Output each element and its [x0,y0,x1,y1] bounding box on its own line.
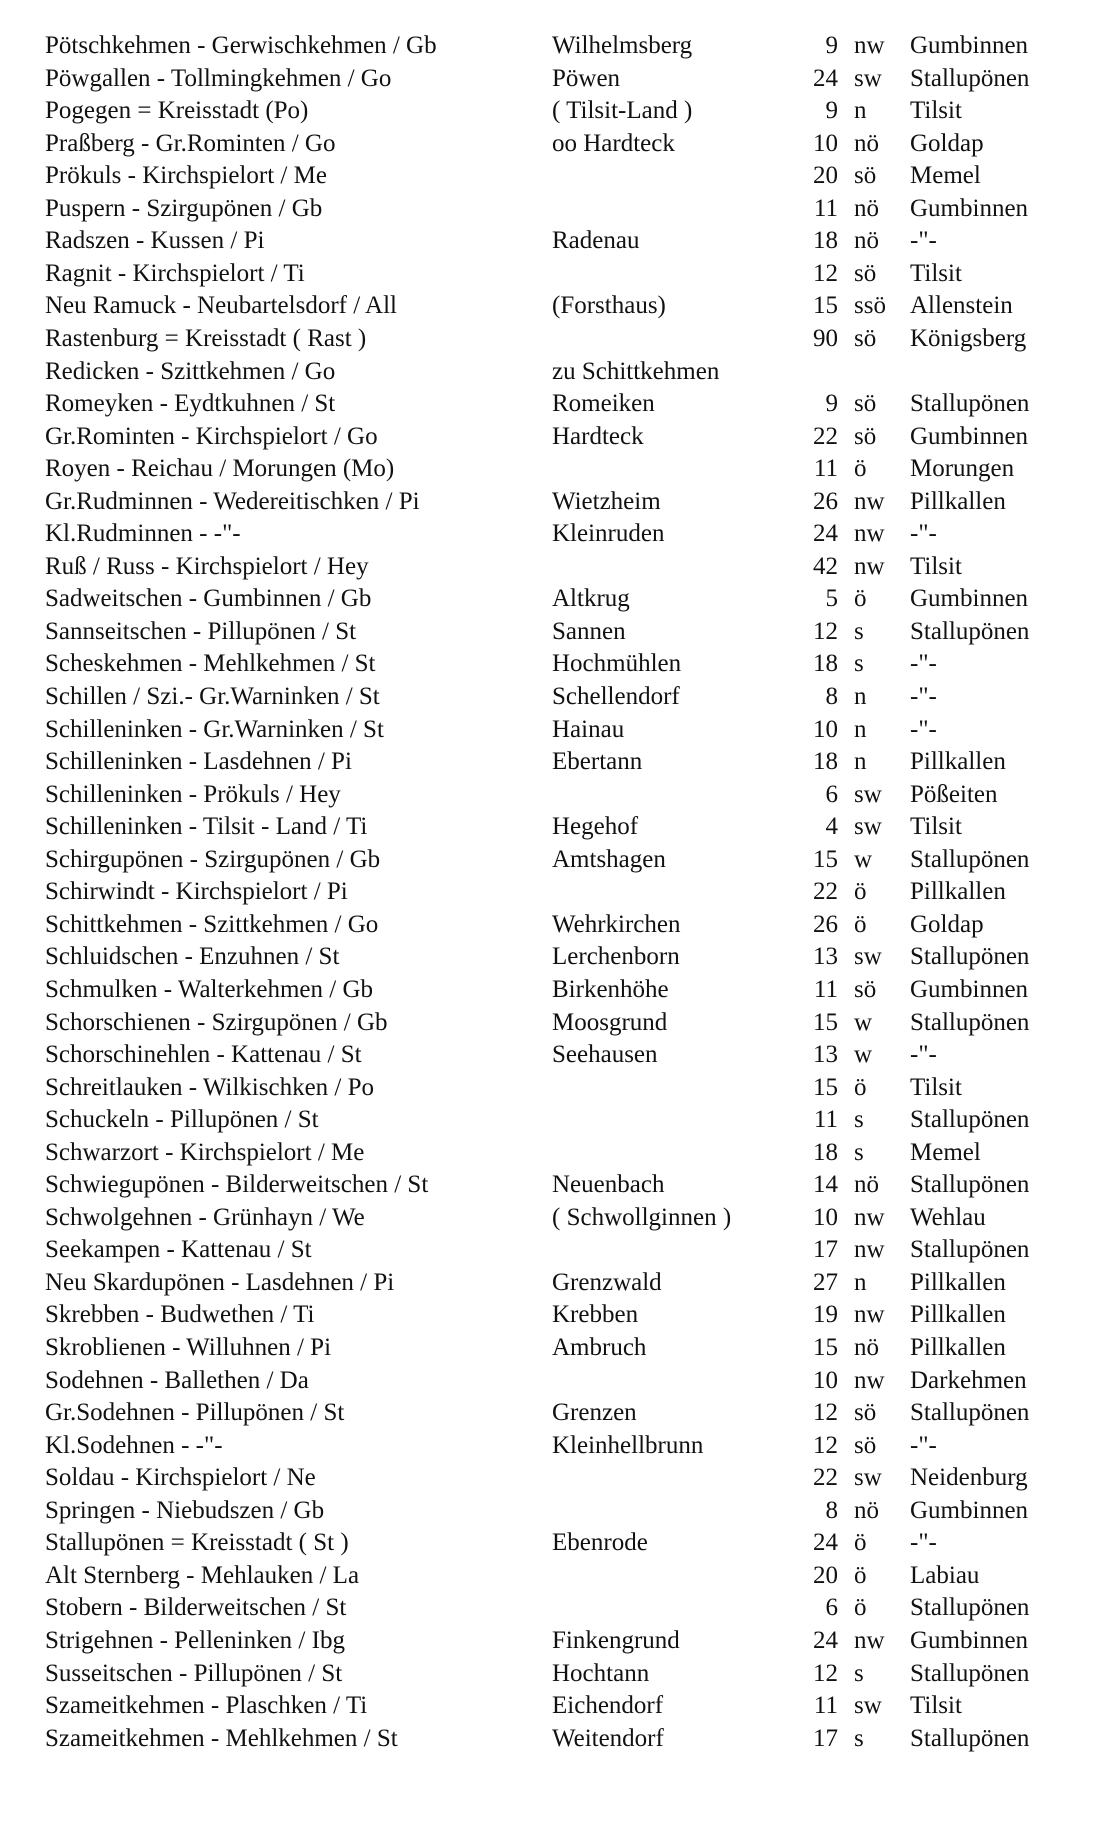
direction: n [854,683,867,710]
place-name: Gr.Sodehnen - Pillupönen / St [45,1399,345,1427]
direction: nö [854,1496,879,1524]
german-name: Hochtann [552,1659,650,1687]
distance-km: 24 [813,64,838,92]
direction: w [854,1008,873,1036]
reference-town: Stallupönen [910,617,1030,645]
german-name: Finkengrund [552,1626,680,1654]
german-name: Birkenhöhe [552,975,669,1003]
table-row [0,1723,1111,1755]
direction: nw [854,1236,885,1264]
reference-town: Pillkallen [910,1268,1006,1296]
place-name: Rastenburg = Kreisstadt ( Rast ) [45,324,367,352]
distance-km: 4 [825,813,838,841]
place-name: Schmulken - Walterkehmen / Gb [45,975,374,1003]
german-name: Grenzwald [552,1268,662,1296]
distance-km: 5 [825,585,838,613]
place-name: Stobern - Bilderweitschen / St [45,1594,347,1622]
direction: sö [854,975,877,1003]
distance-km: 11 [813,1692,838,1719]
table-row [0,486,1111,518]
table-row [0,453,1111,485]
reference-town: -"- [910,683,937,710]
reference-town: Stallupönen [910,1399,1030,1427]
table-row [0,1234,1111,1266]
place-name: Springen - Niebudszen / Gb [45,1496,325,1524]
direction: ö [854,1594,867,1622]
german-name: Eichendorf [552,1692,664,1719]
german-name: Seehausen [552,1041,658,1068]
place-name: Schwiegupönen - Bilderweitschen / St [45,1171,429,1199]
place-name: Gr.Rudminnen - Wedereitischken / Pi [45,487,420,515]
table-row [0,779,1111,811]
direction: ö [854,910,867,938]
distance-km: 24 [813,1529,838,1557]
distance-km: 6 [825,1594,838,1622]
reference-town: Tilsit [910,1692,962,1719]
place-name: Pogegen = Kreisstadt (Po) [45,97,309,125]
table-row [0,941,1111,973]
table-row [0,95,1111,127]
table-row [0,1072,1111,1104]
direction: nö [854,129,879,157]
distance-km: 18 [813,227,838,255]
direction: nw [854,487,885,515]
place-name: Ruß / Russ - Kirchspielort / Hey [45,552,369,580]
reference-town: -"- [910,227,937,255]
place-name: Neu Ramuck - Neubartelsdorf / All [45,292,397,320]
place-name: Schwarzort - Kirchspielort / Me [45,1138,365,1166]
distance-km: 10 [813,1366,838,1394]
place-name: Schilleninken - Gr.Warninken / St [45,715,384,743]
table-row [0,225,1111,257]
distance-km: 22 [813,422,838,450]
distance-km: 13 [813,943,838,971]
direction: sö [854,390,877,417]
table-row [0,616,1111,648]
place-name: Schreitlauken - Wilkischken / Po [45,1073,375,1101]
distance-km: 27 [813,1268,838,1296]
table-row [0,323,1111,355]
german-name: oo Hardteck [552,129,675,157]
table-row [0,518,1111,550]
reference-town: Gumbinnen [910,1496,1029,1524]
direction: s [854,617,864,645]
reference-town: Stallupönen [910,845,1030,873]
place-name: Strigehnen - Pelleninken / Ibg [45,1626,345,1654]
table-row [0,1267,1111,1299]
table-row [0,160,1111,192]
german-name: Sannen [552,617,626,645]
place-name: Alt Sternberg - Mehlauken / La [45,1561,360,1589]
direction: ssö [854,292,886,320]
distance-km: 11 [813,194,838,222]
distance-km: 24 [813,1626,838,1654]
direction: ö [854,1073,867,1101]
distance-km: 15 [813,1334,838,1361]
place-name: Schilleninken - Tilsit - Land / Ti [45,813,368,841]
reference-town: Stallupönen [910,390,1030,417]
distance-km: 9 [825,97,838,125]
reference-town: Gumbinnen [910,194,1029,222]
distance-km: 10 [813,715,838,743]
place-name: Schilleninken - Lasdehnen / Pi [45,748,352,776]
place-name: Sadweitschen - Gumbinnen / Gb [45,585,372,613]
distance-km: 11 [813,1106,838,1134]
distance-km: 12 [813,1431,838,1459]
german-name: Kleinruden [552,520,665,548]
reference-town: -"- [910,1431,937,1459]
german-name: Hochmühlen [552,650,682,678]
direction: sw [854,780,882,808]
table-row [0,551,1111,583]
table-row [0,258,1111,290]
distance-km: 11 [813,975,838,1003]
place-name: Sannseitschen - Pillupönen / St [45,617,357,645]
table-row [0,1007,1111,1039]
reference-town: Stallupönen [910,1594,1030,1622]
reference-town: Labiau [910,1561,980,1589]
german-name: Wilhelmsberg [552,32,693,59]
reference-town: Goldap [910,129,984,157]
table-row [0,974,1111,1006]
reference-town: Gumbinnen [910,975,1029,1003]
distance-km: 11 [813,455,838,483]
place-name: Schwolgehnen - Grünhayn / We [45,1203,365,1231]
direction: ö [854,878,867,906]
reference-town: Stallupönen [910,64,1030,92]
place-name: Praßberg - Gr.Rominten / Go [45,129,336,157]
reference-town: Tilsit [910,552,962,580]
table-row [0,1397,1111,1429]
place-name: Skrebben - Budwethen / Ti [45,1301,315,1329]
table-row [0,681,1111,713]
distance-km: 12 [813,1659,838,1687]
place-name: Gr.Rominten - Kirchspielort / Go [45,422,378,450]
place-name: Stallupönen = Kreisstadt ( St ) [45,1529,349,1557]
direction: w [854,1041,873,1068]
reference-town: -"- [910,1041,937,1068]
german-name: Romeiken [552,390,655,417]
place-name: Kl.Sodehnen - -"- [45,1431,223,1459]
place-name: Neu Skardupönen - Lasdehnen / Pi [45,1268,395,1296]
place-name: Radszen - Kussen / Pi [45,227,265,255]
direction: s [854,1659,864,1687]
direction: sö [854,1399,877,1427]
direction: nw [854,1366,885,1394]
german-name: Moosgrund [552,1008,668,1036]
table-row [0,30,1111,62]
distance-km: 13 [813,1041,838,1068]
distance-km: 9 [825,32,838,59]
direction: ö [854,1529,867,1557]
distance-km: 12 [813,617,838,645]
table-row [0,128,1111,160]
distance-km: 15 [813,1073,838,1101]
german-name: zu Schittkehmen [552,357,720,385]
german-name: Radenau [552,227,640,255]
distance-km: 14 [813,1171,838,1199]
table-row [0,909,1111,941]
direction: nw [854,32,885,59]
direction: w [854,845,873,873]
reference-town: Stallupönen [910,943,1030,971]
distance-km: 22 [813,878,838,906]
distance-km: 15 [813,1008,838,1036]
place-name: Kl.Rudminnen - -"- [45,520,241,548]
place-name: Schluidschen - Enzuhnen / St [45,943,340,971]
table-row [0,193,1111,225]
reference-town: Pillkallen [910,1301,1006,1329]
direction: nö [854,1171,879,1199]
distance-km: 20 [813,162,838,190]
table-row [0,1039,1111,1071]
reference-town: Stallupönen [910,1106,1030,1134]
place-name: Schirwindt - Kirchspielort / Pi [45,878,348,906]
distance-km: 26 [813,910,838,938]
german-name: ( Schwollginnen ) [552,1203,732,1231]
direction: nw [854,552,885,580]
place-name: Prökuls - Kirchspielort / Me [45,162,327,190]
place-name: Schuckeln - Pillupönen / St [45,1106,319,1134]
reference-town: Gumbinnen [910,422,1029,450]
german-name: Neuenbach [552,1171,665,1199]
reference-town: Stallupönen [910,1008,1030,1036]
table-row [0,1625,1111,1657]
reference-town: Stallupönen [910,1659,1030,1687]
direction: sö [854,1431,877,1459]
reference-town: Tilsit [910,259,962,287]
direction: nö [854,1334,879,1361]
table-row [0,1202,1111,1234]
direction: sö [854,162,877,190]
german-name: Ambruch [552,1334,647,1361]
direction: sw [854,64,882,92]
place-name: Puspern - Szirgupönen / Gb [45,194,323,222]
place-name: Royen - Reichau / Morungen (Mo) [45,455,395,483]
direction: s [854,1138,864,1166]
table-row [0,1592,1111,1624]
direction: ö [854,1561,867,1589]
distance-km: 26 [813,487,838,515]
distance-km: 22 [813,1464,838,1492]
reference-town: Königsberg [910,324,1027,352]
place-name: Scheskehmen - Mehlkehmen / St [45,650,376,678]
german-name: ( Tilsit-Land ) [552,97,693,125]
table-row [0,1169,1111,1201]
place-name: Pötschkehmen - Gerwischkehmen / Gb [45,32,437,59]
direction: nö [854,194,879,222]
german-name: Lerchenborn [552,943,680,971]
reference-town: Pillkallen [910,1334,1006,1361]
distance-km: 10 [813,1203,838,1231]
reference-town: Pillkallen [910,748,1006,776]
reference-town: Stallupönen [910,1724,1030,1752]
german-name: Ebertann [552,748,643,776]
table-row [0,714,1111,746]
distance-km: 6 [825,780,838,808]
distance-km: 12 [813,1399,838,1427]
table-row [0,1527,1111,1559]
reference-town: Memel [910,1138,981,1166]
direction: sw [854,943,882,971]
german-name: Pöwen [552,64,621,92]
reference-town: Gumbinnen [910,585,1029,613]
german-name: (Forsthaus) [552,292,666,320]
table-row [0,1462,1111,1494]
reference-town: Tilsit [910,813,962,841]
direction: s [854,1724,864,1752]
place-name: Romeyken - Eydtkuhnen / St [45,390,336,417]
place-name: Seekampen - Kattenau / St [45,1236,312,1264]
place-name: Schorschinehlen - Kattenau / St [45,1041,362,1068]
table-row [0,1332,1111,1364]
table-row [0,1137,1111,1169]
reference-town: -"- [910,715,937,743]
distance-km: 17 [813,1236,838,1264]
place-name: Susseitschen - Pillupönen / St [45,1659,343,1687]
reference-town: Goldap [910,910,984,938]
distance-km: 18 [813,1138,838,1166]
place-name: Szameitkehmen - Mehlkehmen / St [45,1724,398,1752]
distance-km: 15 [813,292,838,320]
table-row [0,648,1111,680]
distance-km: 90 [813,324,838,352]
distance-km: 12 [813,259,838,287]
table-row [0,1690,1111,1722]
german-name: Grenzen [552,1399,637,1427]
reference-town: Stallupönen [910,1171,1030,1199]
german-name: Kleinhellbrunn [552,1431,704,1459]
table-row [0,290,1111,322]
distance-km: 17 [813,1724,838,1752]
distance-km: 24 [813,520,838,548]
place-name: Ragnit - Kirchspielort / Ti [45,259,305,287]
direction: n [854,748,867,776]
german-name: Weitendorf [552,1724,664,1752]
direction: nw [854,520,885,548]
reference-town: Memel [910,162,981,190]
place-name: Soldau - Kirchspielort / Ne [45,1464,316,1492]
reference-town: -"- [910,520,937,548]
distance-km: 18 [813,650,838,678]
distance-km: 42 [813,552,838,580]
place-name: Schirgupönen - Szirgupönen / Gb [45,845,381,873]
german-name: Amtshagen [552,845,666,873]
table-row [0,746,1111,778]
direction: nw [854,1301,885,1329]
table-row [0,876,1111,908]
direction: sw [854,1692,882,1719]
direction: s [854,650,864,678]
table-row [0,1104,1111,1136]
direction: nw [854,1626,885,1654]
german-name: Hegehof [552,813,639,841]
reference-town: -"- [910,650,937,678]
distance-km: 9 [825,390,838,417]
distance-km: 10 [813,129,838,157]
direction: s [854,1106,864,1134]
direction: ö [854,455,867,483]
place-name: Schittkehmen - Szittkehmen / Go [45,910,379,938]
reference-town: Allenstein [910,292,1013,320]
direction: n [854,715,867,743]
german-name: Wietzheim [552,487,661,515]
place-name: Schilleninken - Prökuls / Hey [45,780,341,808]
place-name: Schillen / Szi.- Gr.Warninken / St [45,683,380,710]
table-row [0,1560,1111,1592]
reference-town: Stallupönen [910,1236,1030,1264]
table-row [0,1299,1111,1331]
direction: sw [854,813,882,841]
distance-km: 8 [825,683,838,710]
place-name: Szameitkehmen - Plaschken / Ti [45,1692,368,1719]
reference-town: Wehlau [910,1203,986,1231]
distance-km: 20 [813,1561,838,1589]
table-row [0,1658,1111,1690]
reference-town: Pillkallen [910,878,1006,906]
table-row [0,811,1111,843]
reference-town: Gumbinnen [910,1626,1029,1654]
german-name: Hardteck [552,422,644,450]
reference-town: Gumbinnen [910,32,1029,59]
reference-town: Darkehmen [910,1366,1027,1394]
table-row [0,421,1111,453]
reference-town: Tilsit [910,97,962,125]
table-row [0,1365,1111,1397]
german-name: Hainau [552,715,625,743]
table-row [0,1495,1111,1527]
german-name: Schellendorf [552,683,680,710]
table-row [0,356,1111,388]
reference-town: Neidenburg [910,1464,1028,1492]
table-row [0,583,1111,615]
distance-km: 19 [813,1301,838,1329]
direction: n [854,1268,867,1296]
direction: nw [854,1203,885,1231]
reference-town: Morungen [910,455,1015,483]
direction: sö [854,422,877,450]
direction: sö [854,259,877,287]
german-name: Krebben [552,1301,639,1329]
distance-km: 8 [825,1496,838,1524]
distance-km: 15 [813,845,838,873]
table-row [0,1430,1111,1462]
reference-town: Tilsit [910,1073,962,1101]
place-name: Pöwgallen - Tollmingkehmen / Go [45,64,392,92]
reference-town: -"- [910,1529,937,1557]
direction: sö [854,324,877,352]
table-row [0,63,1111,95]
direction: n [854,97,867,125]
place-name: Schorschienen - Szirgupönen / Gb [45,1008,388,1036]
distance-km: 18 [813,748,838,776]
place-name: Sodehnen - Ballethen / Da [45,1366,309,1394]
reference-town: Pößeiten [910,780,998,808]
table-row [0,844,1111,876]
german-name: Altkrug [552,585,630,613]
reference-town: Pillkallen [910,487,1006,515]
place-name: Redicken - Szittkehmen / Go [45,357,336,385]
direction: nö [854,227,879,255]
table-row [0,388,1111,420]
place-name: Skroblienen - Willuhnen / Pi [45,1334,332,1361]
direction: sw [854,1464,882,1492]
german-name: Wehrkirchen [552,910,681,938]
direction: ö [854,585,867,613]
german-name: Ebenrode [552,1529,648,1557]
